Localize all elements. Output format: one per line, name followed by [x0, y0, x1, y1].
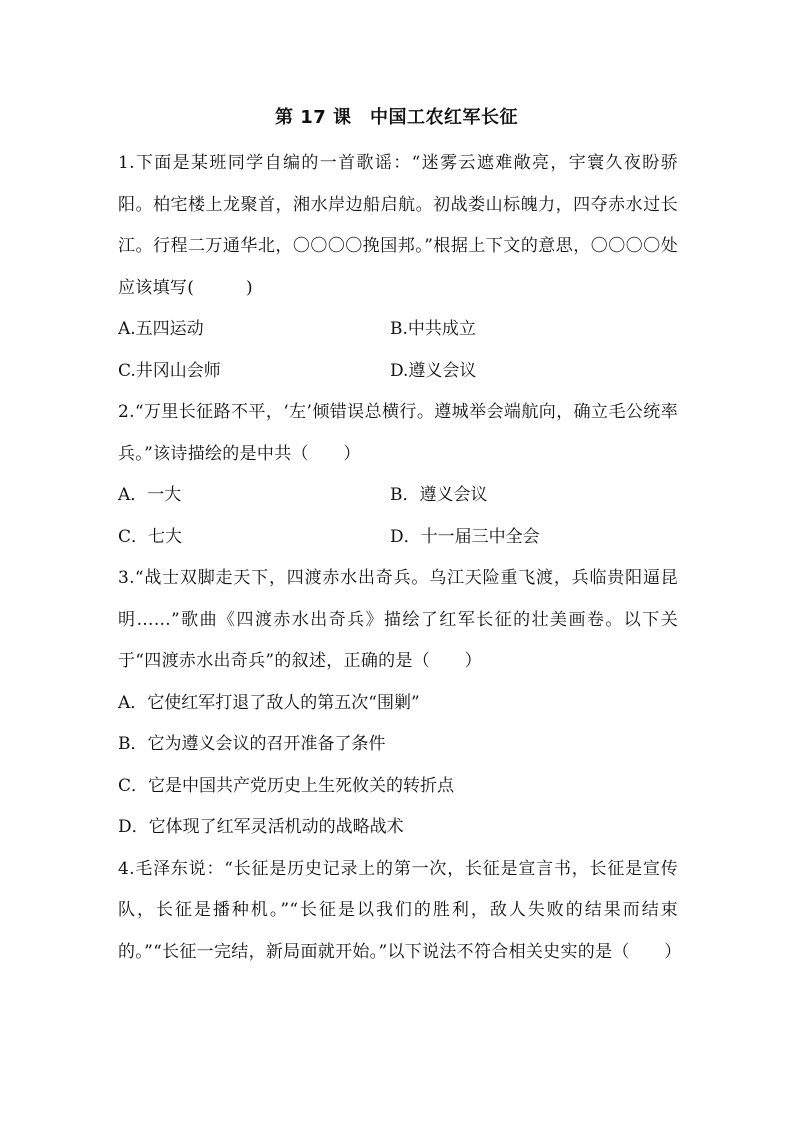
option-row [118, 475, 678, 517]
question-3 [118, 558, 678, 849]
option-c: C．它是中国共产党历史上生死攸关的转折点 [118, 775, 455, 796]
question-stem: 3.“战士双脚走天下，四渡赤水出奇兵。乌江天险重飞渡，兵临贵阳逼昆明……”歌曲《四渡赤水出奇兵》描绘了红军长征的壮美画卷。以下关于“四渡赤水出奇兵”的叙述，正确的是（ ） [118, 568, 678, 671]
option-row [118, 309, 678, 351]
question-stem: 2.“万里长征路不平，‘左’倾错误总横行。遵城举会端航向，确立毛公统率兵。”该诗描绘的是中共（ ） [118, 402, 678, 464]
option-b: B．它为遵义会议的召开准备了条件 [118, 734, 386, 754]
option-c: C.井冈山会师 [118, 360, 221, 381]
option-b: B．遵义会议 [390, 485, 488, 505]
option-d: D．十一届三中全会 [390, 526, 540, 547]
question-stem: 4.毛泽东说：“长征是历史记录上的第一次，长征是宣言书，长征是宣传队，长征是播种机。”“长征是以我们的胜利，敌人失败的结果而结束的。”“长征一完结，新局面就开始。”以下说法不符合相关史实的是（ ） [118, 858, 682, 962]
option-a: A.五四运动 [118, 319, 204, 339]
question-4 [118, 849, 682, 974]
option-a: A．一大 [118, 485, 182, 505]
question-1 [118, 143, 678, 392]
page-title: 第 17 课 中国工农红军长征 [274, 107, 519, 128]
option-row [118, 351, 678, 393]
option-a: A．它使红军打退了敌人的第五次“围剿” [118, 692, 420, 713]
option-c: C．七大 [118, 526, 183, 547]
question-stem: 1.下面是某班同学自编的一首歌谣：“迷雾云遮难敞亮，宇寰久夜盼骄阳。柏宅楼上龙聚首，湘水岸边船启航。初战娄山标魄力，四夺赤水过长江。行程二万通华北，〇〇〇〇挽国邦。”根据上下文的意思，〇〇〇〇处应该填写( ) [118, 153, 678, 298]
option-b: B.中共成立 [390, 319, 476, 339]
option-row [118, 517, 678, 559]
option-d: D.遵义会议 [390, 360, 477, 381]
question-list [118, 143, 682, 973]
option-d: D．它体现了红军灵活机动的战略战术 [118, 817, 404, 837]
question-2 [118, 392, 678, 558]
